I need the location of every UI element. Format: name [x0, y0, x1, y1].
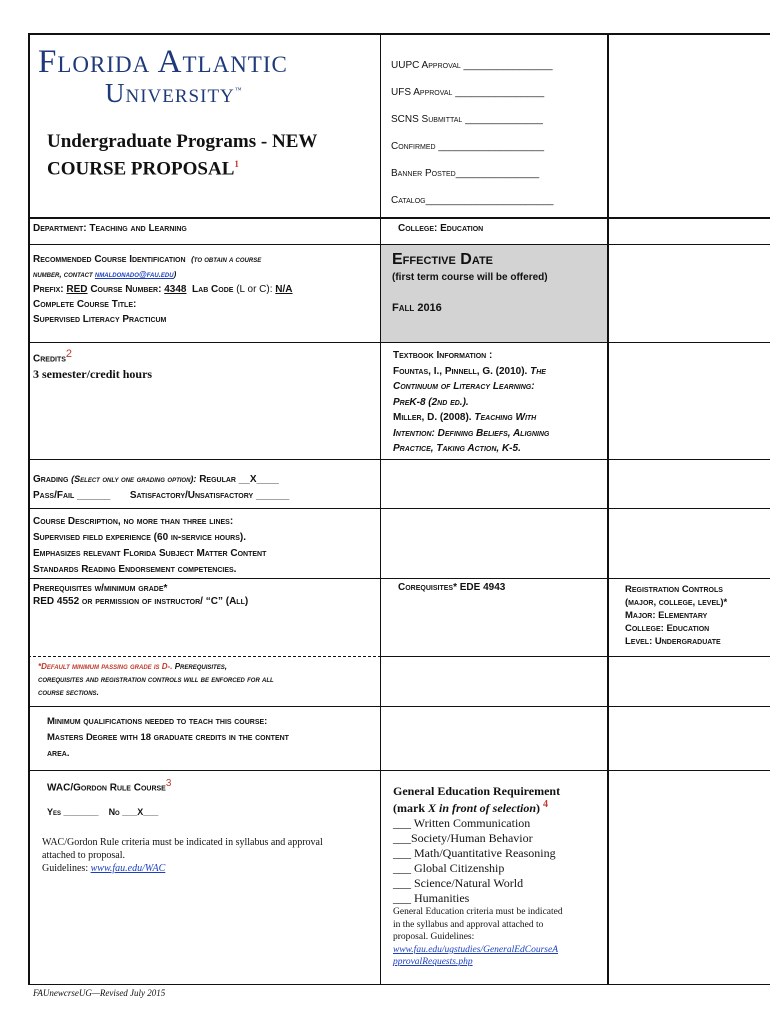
- gen-ed-option-written[interactable]: ___ Written Communication: [393, 816, 531, 830]
- grading-options: [33, 471, 378, 504]
- wac-footnote: 3: [165, 778, 172, 789]
- prerequisites-value: RED 4552 or permission of instructor/ “C” (All): [33, 596, 249, 607]
- textbook-line6: Practice, Taking Action, K-5.: [393, 443, 521, 454]
- wac-link[interactable]: www.fau.edu/WAC: [90, 863, 166, 874]
- description-line1: Course Description, no more than three lines:: [33, 516, 234, 527]
- fau-logo: [38, 44, 374, 108]
- wac-yes[interactable]: Yes _______: [47, 807, 99, 818]
- gen-ed-option-math[interactable]: ___ Math/Quantitative Reasoning: [393, 846, 556, 860]
- qualifications-line2: Masters Degree with 18 graduate credits in the content: [47, 732, 289, 743]
- title-footnote: 1: [234, 159, 239, 169]
- title-line2: COURSE PROPOSAL: [47, 158, 235, 180]
- gen-ed-section: [393, 784, 605, 969]
- gen-ed-note3: proposal. Guidelines:: [393, 932, 475, 942]
- default-note-line2: corequisites and registration controls will be enforced for all: [38, 675, 274, 684]
- gen-ed-footnote: 4: [543, 799, 549, 810]
- gen-ed-note1: General Education criteria must be indicated: [393, 907, 563, 917]
- credits-heading-row: [33, 348, 72, 364]
- effective-date-note: (first term course will be offered): [392, 272, 548, 283]
- gen-ed-option-society[interactable]: ___Society/Human Behavior: [393, 831, 533, 845]
- prerequisites-label: Prerequisites w/minimum grade*: [33, 583, 168, 594]
- grading-label: Grading: [33, 474, 69, 485]
- minimum-qualifications: [47, 714, 377, 762]
- corequisites: Corequisites* EDE 4943: [398, 582, 506, 593]
- prefix-label: Prefix:: [33, 284, 64, 295]
- page-title: [47, 131, 317, 180]
- course-identification: [33, 252, 378, 327]
- textbook-line3: PreK-8 (2nd ed.).: [393, 396, 469, 408]
- logo-line1: Florida Atlantic: [38, 44, 288, 80]
- reg-controls-line1: Registration Controls: [625, 584, 723, 595]
- default-note-red: *Default minimum passing grade is D-.: [38, 662, 173, 671]
- prefix-value: RED: [66, 284, 88, 295]
- title-line1: Undergraduate Programs - NEW: [47, 131, 318, 152]
- reg-controls-line2: (major, college, level)*: [625, 597, 728, 608]
- description-line3: Emphasizes relevant Florida Subject Matter Content: [33, 548, 267, 559]
- course-id-note: (to obtain a course: [191, 255, 262, 264]
- course-title-label: Complete Course Title:: [33, 299, 137, 310]
- reg-controls-line4: College: Education: [625, 623, 710, 634]
- textbook-line4-title: Teaching With: [474, 412, 537, 423]
- approval-scns: SCNS Submittal ______________: [391, 114, 543, 125]
- wac-section: [47, 778, 377, 817]
- approval-catalog: Catalog_______________________: [391, 195, 554, 206]
- description-line2: Supervised field experience (60 in-service hours).: [33, 532, 247, 543]
- contact-prefix: number, contact: [33, 270, 93, 279]
- gen-ed-link-part1[interactable]: www.fau.edu/ugstudies/GeneralEdCourseA: [393, 944, 559, 955]
- logo-line2: University: [105, 78, 235, 108]
- default-note-line3: course sections.: [38, 688, 99, 697]
- effective-date-box: [381, 245, 607, 342]
- reg-controls-line5: Level: Undergraduate: [625, 636, 721, 647]
- qualifications-line3: area.: [47, 748, 70, 759]
- gen-ed-sub-italic: X in front of selection: [428, 801, 537, 815]
- lab-code-options: (L or C):: [236, 284, 273, 295]
- effective-date-heading: Effective Date: [392, 251, 494, 268]
- textbook-line5: Intention: Defining Beliefs, Aligning: [393, 427, 550, 439]
- footer-revision: FAUnewcrseUG—Revised July 2015: [33, 988, 166, 998]
- gen-ed-link-part2[interactable]: pprovalRequests.php: [393, 957, 473, 967]
- approval-ufs: UFS Approval ________________: [391, 87, 545, 98]
- course-number-value: 4348: [164, 284, 187, 295]
- textbook-line1: Fountas, I., Pinnell, G. (2010).: [393, 365, 528, 377]
- credits-value: 3 semester/credit hours: [33, 367, 153, 381]
- course-number-label: Course Number:: [90, 284, 162, 295]
- textbook-information: [393, 348, 605, 457]
- credits-footnote: 2: [65, 348, 73, 360]
- gen-ed-sub-prefix: (mark: [393, 801, 425, 815]
- grading-regular-value[interactable]: __X____: [238, 474, 279, 485]
- course-id-heading: Recommended Course Identification: [33, 254, 186, 265]
- lab-code-value: N/A: [275, 284, 293, 295]
- effective-term: Fall 2016: [392, 302, 442, 314]
- contact-email-link[interactable]: nmaldonado@fau.edu: [94, 270, 174, 279]
- college-label: College: Education: [398, 223, 484, 234]
- textbook-line2: Continuum of Literacy Learning:: [393, 381, 535, 392]
- registration-controls: [625, 583, 770, 648]
- wac-no[interactable]: No ___X___: [108, 807, 159, 818]
- grading-passfail[interactable]: Pass/Fail ______: [33, 490, 111, 501]
- textbook-line4: Miller, D. (2008).: [393, 412, 472, 423]
- wac-notes: [42, 836, 377, 875]
- default-grade-note: [38, 660, 378, 699]
- textbook-label: Textbook Information :: [393, 350, 493, 361]
- grading-note: (Select only one grading option):: [71, 474, 197, 484]
- approval-banner: Banner Posted_______________: [391, 168, 540, 179]
- description-line4: Standards Reading Endorsement competencies.: [33, 564, 237, 575]
- lab-code-label: Lab Code: [192, 284, 234, 295]
- textbook-line1-title: The: [530, 365, 546, 377]
- course-title-value: Supervised Literacy Practicum: [33, 314, 167, 325]
- reg-controls-line3: Major: Elementary: [625, 610, 708, 621]
- gen-ed-sub-suffix: ): [536, 801, 541, 815]
- gen-ed-heading: General Education Requirement: [393, 784, 561, 798]
- gen-ed-option-humanities[interactable]: ___ Humanities: [393, 891, 470, 905]
- grading-satisfactory[interactable]: Satisfactory/Unsatisfactory ______: [129, 490, 290, 501]
- gen-ed-option-science[interactable]: ___ Science/Natural World: [393, 876, 524, 890]
- qualifications-line1: Minimum qualifications needed to teach this course:: [47, 716, 268, 727]
- approval-uupc: UUPC Approval ________________: [391, 60, 553, 71]
- approvals-block: [391, 52, 554, 214]
- wac-note2: attached to proposal.: [42, 850, 126, 861]
- prerequisites: [33, 582, 378, 608]
- credits-label: Credits: [33, 353, 66, 365]
- logo-tm: ™: [234, 86, 243, 94]
- default-note-rest: Prerequisites,: [174, 662, 227, 671]
- department-label: Department: Teaching and Learning: [33, 223, 187, 234]
- contact-suffix: ): [173, 270, 177, 279]
- approval-confirmed: Confirmed ___________________: [391, 141, 544, 152]
- course-description: [33, 514, 378, 578]
- gen-ed-option-global[interactable]: ___ Global Citizenship: [393, 861, 505, 875]
- wac-guidelines: Guidelines:: [42, 863, 89, 874]
- wac-label: WAC/Gordon Rule Course: [47, 782, 166, 794]
- grading-regular-label: Regular: [199, 474, 236, 485]
- gen-ed-note2: in the syllabus and approval attached to: [393, 919, 544, 930]
- wac-note1: WAC/Gordon Rule criteria must be indicated in syllabus and approval: [42, 837, 323, 848]
